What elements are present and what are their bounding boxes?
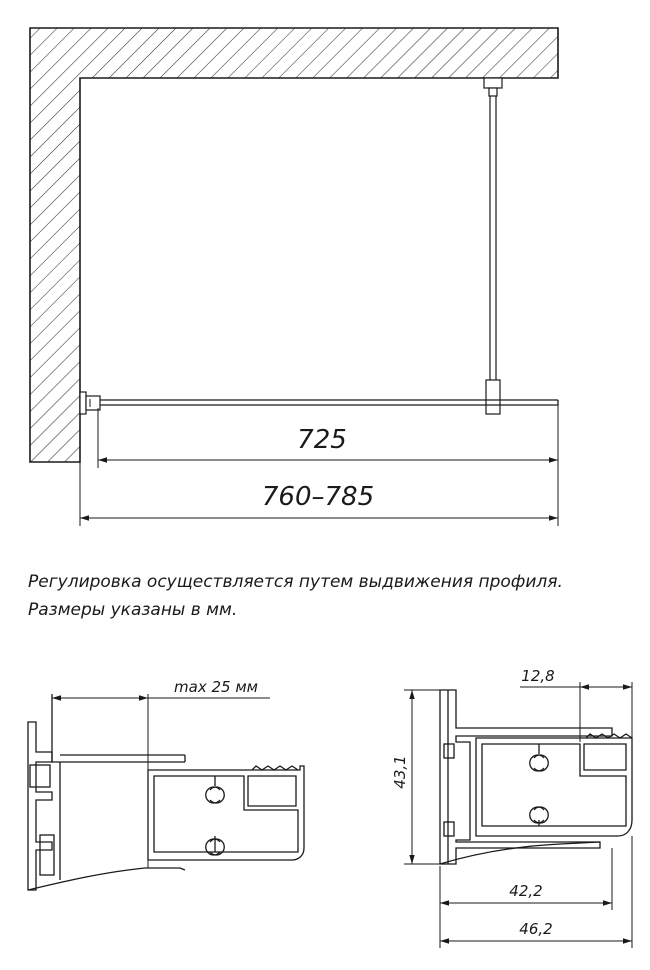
dimension-760-785-label: 760–785 bbox=[261, 482, 375, 512]
note-line-2: Размеры указаны в мм. bbox=[28, 600, 238, 620]
note-line-1: Регулировка осуществляется путем выдвижения профиля. bbox=[28, 572, 563, 592]
profile-section-right bbox=[440, 690, 632, 864]
dimension-max25-label: max 25 мм bbox=[174, 678, 258, 696]
wall-hatched bbox=[30, 28, 558, 462]
dimension-12-8 bbox=[520, 667, 632, 742]
dimension-46-2 bbox=[440, 920, 632, 941]
dimension-12-8-label: 12,8 bbox=[521, 667, 555, 685]
dimension-max25 bbox=[52, 678, 270, 868]
dimension-42-2-label: 42,2 bbox=[509, 882, 543, 900]
dimension-43-1-label: 43,1 bbox=[391, 755, 409, 789]
support-rod bbox=[484, 78, 502, 414]
top-plan-view bbox=[30, 28, 558, 526]
dimension-46-2-label: 46,2 bbox=[519, 920, 553, 938]
profile-section-left bbox=[28, 694, 304, 890]
dimension-725-label: 725 bbox=[297, 425, 347, 455]
wall-profile bbox=[80, 392, 100, 414]
dimension-43-1 bbox=[391, 690, 440, 864]
